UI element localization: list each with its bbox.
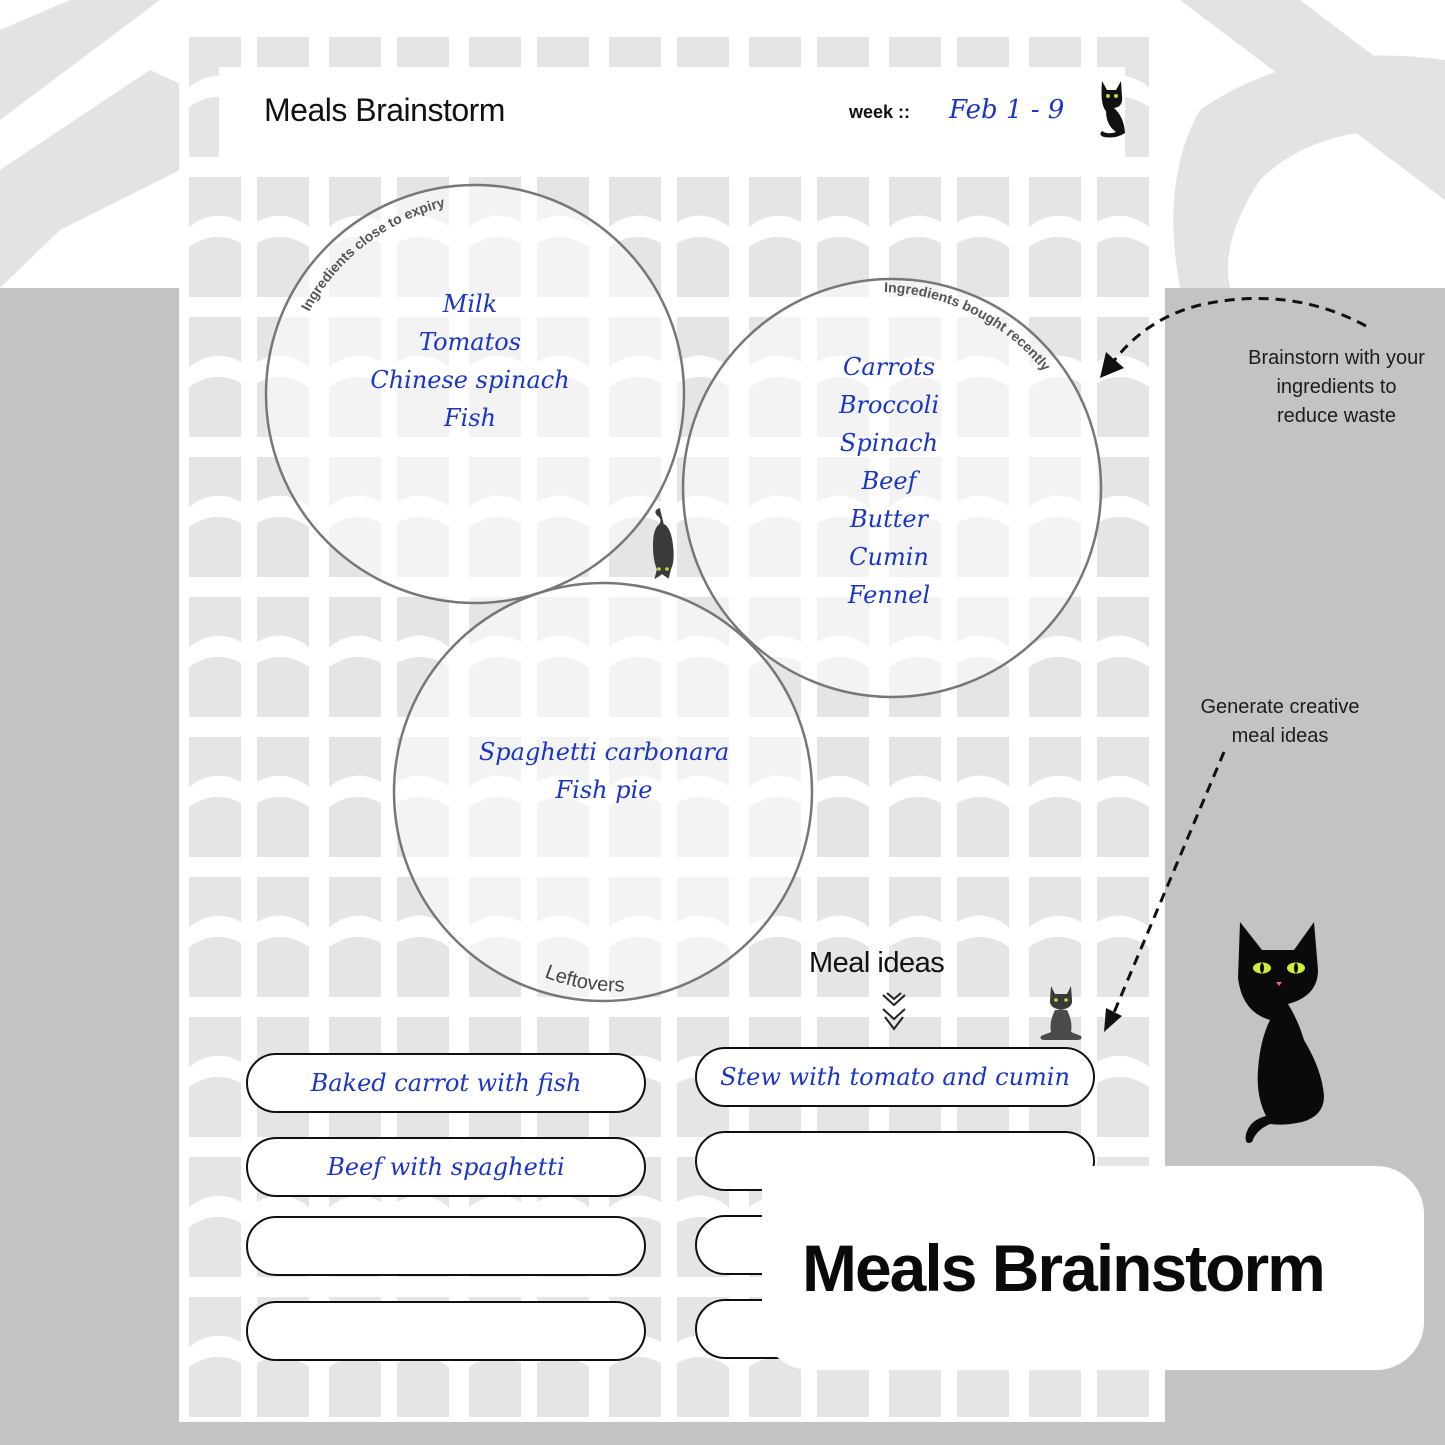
expiry-ring-label: Ingredients close to expiry xyxy=(297,193,447,314)
list-item: Fennel xyxy=(847,581,931,609)
week-label: week :: xyxy=(849,102,911,122)
list-item: Carrots xyxy=(842,353,936,381)
brainstorm-note: Brainstorn with your ingredients to reduce waste xyxy=(1248,347,1425,427)
meal-idea-field[interactable]: Stew with tomato and cumin xyxy=(695,1047,1095,1107)
list-item: Butter xyxy=(849,505,929,533)
list-item: Tomatos xyxy=(418,328,522,356)
cat-icon xyxy=(1232,920,1352,1146)
meal-ideas-heading: Meal ideas xyxy=(809,947,945,979)
list-item: Spinach xyxy=(839,429,939,457)
generate-note: Generate creative meal ideas xyxy=(1200,696,1360,747)
list-item: Chinese spinach xyxy=(370,366,570,394)
list-item: Milk xyxy=(442,290,498,318)
meal-idea-field[interactable]: Baked carrot with fish xyxy=(246,1053,646,1113)
list-item: Spaghetti carbonara xyxy=(478,738,730,766)
list-item: Fish xyxy=(443,404,497,432)
list-item: Cumin xyxy=(849,543,929,571)
title-banner xyxy=(762,1166,1424,1370)
leftovers-ring-label: Leftovers xyxy=(542,961,625,997)
page-title: Meals Brainstorm xyxy=(264,92,505,128)
banner-title: Meals Brainstorm xyxy=(802,1231,1324,1305)
recent-ring-label: Ingredients bought recently xyxy=(883,278,1055,374)
list-item: Broccoli xyxy=(838,391,940,419)
list-item: Beef xyxy=(861,467,917,495)
meal-idea-field[interactable]: Beef with spaghetti xyxy=(246,1137,646,1197)
list-item: Fish pie xyxy=(555,776,653,804)
week-value: Feb 1 - 9 xyxy=(949,95,1065,125)
